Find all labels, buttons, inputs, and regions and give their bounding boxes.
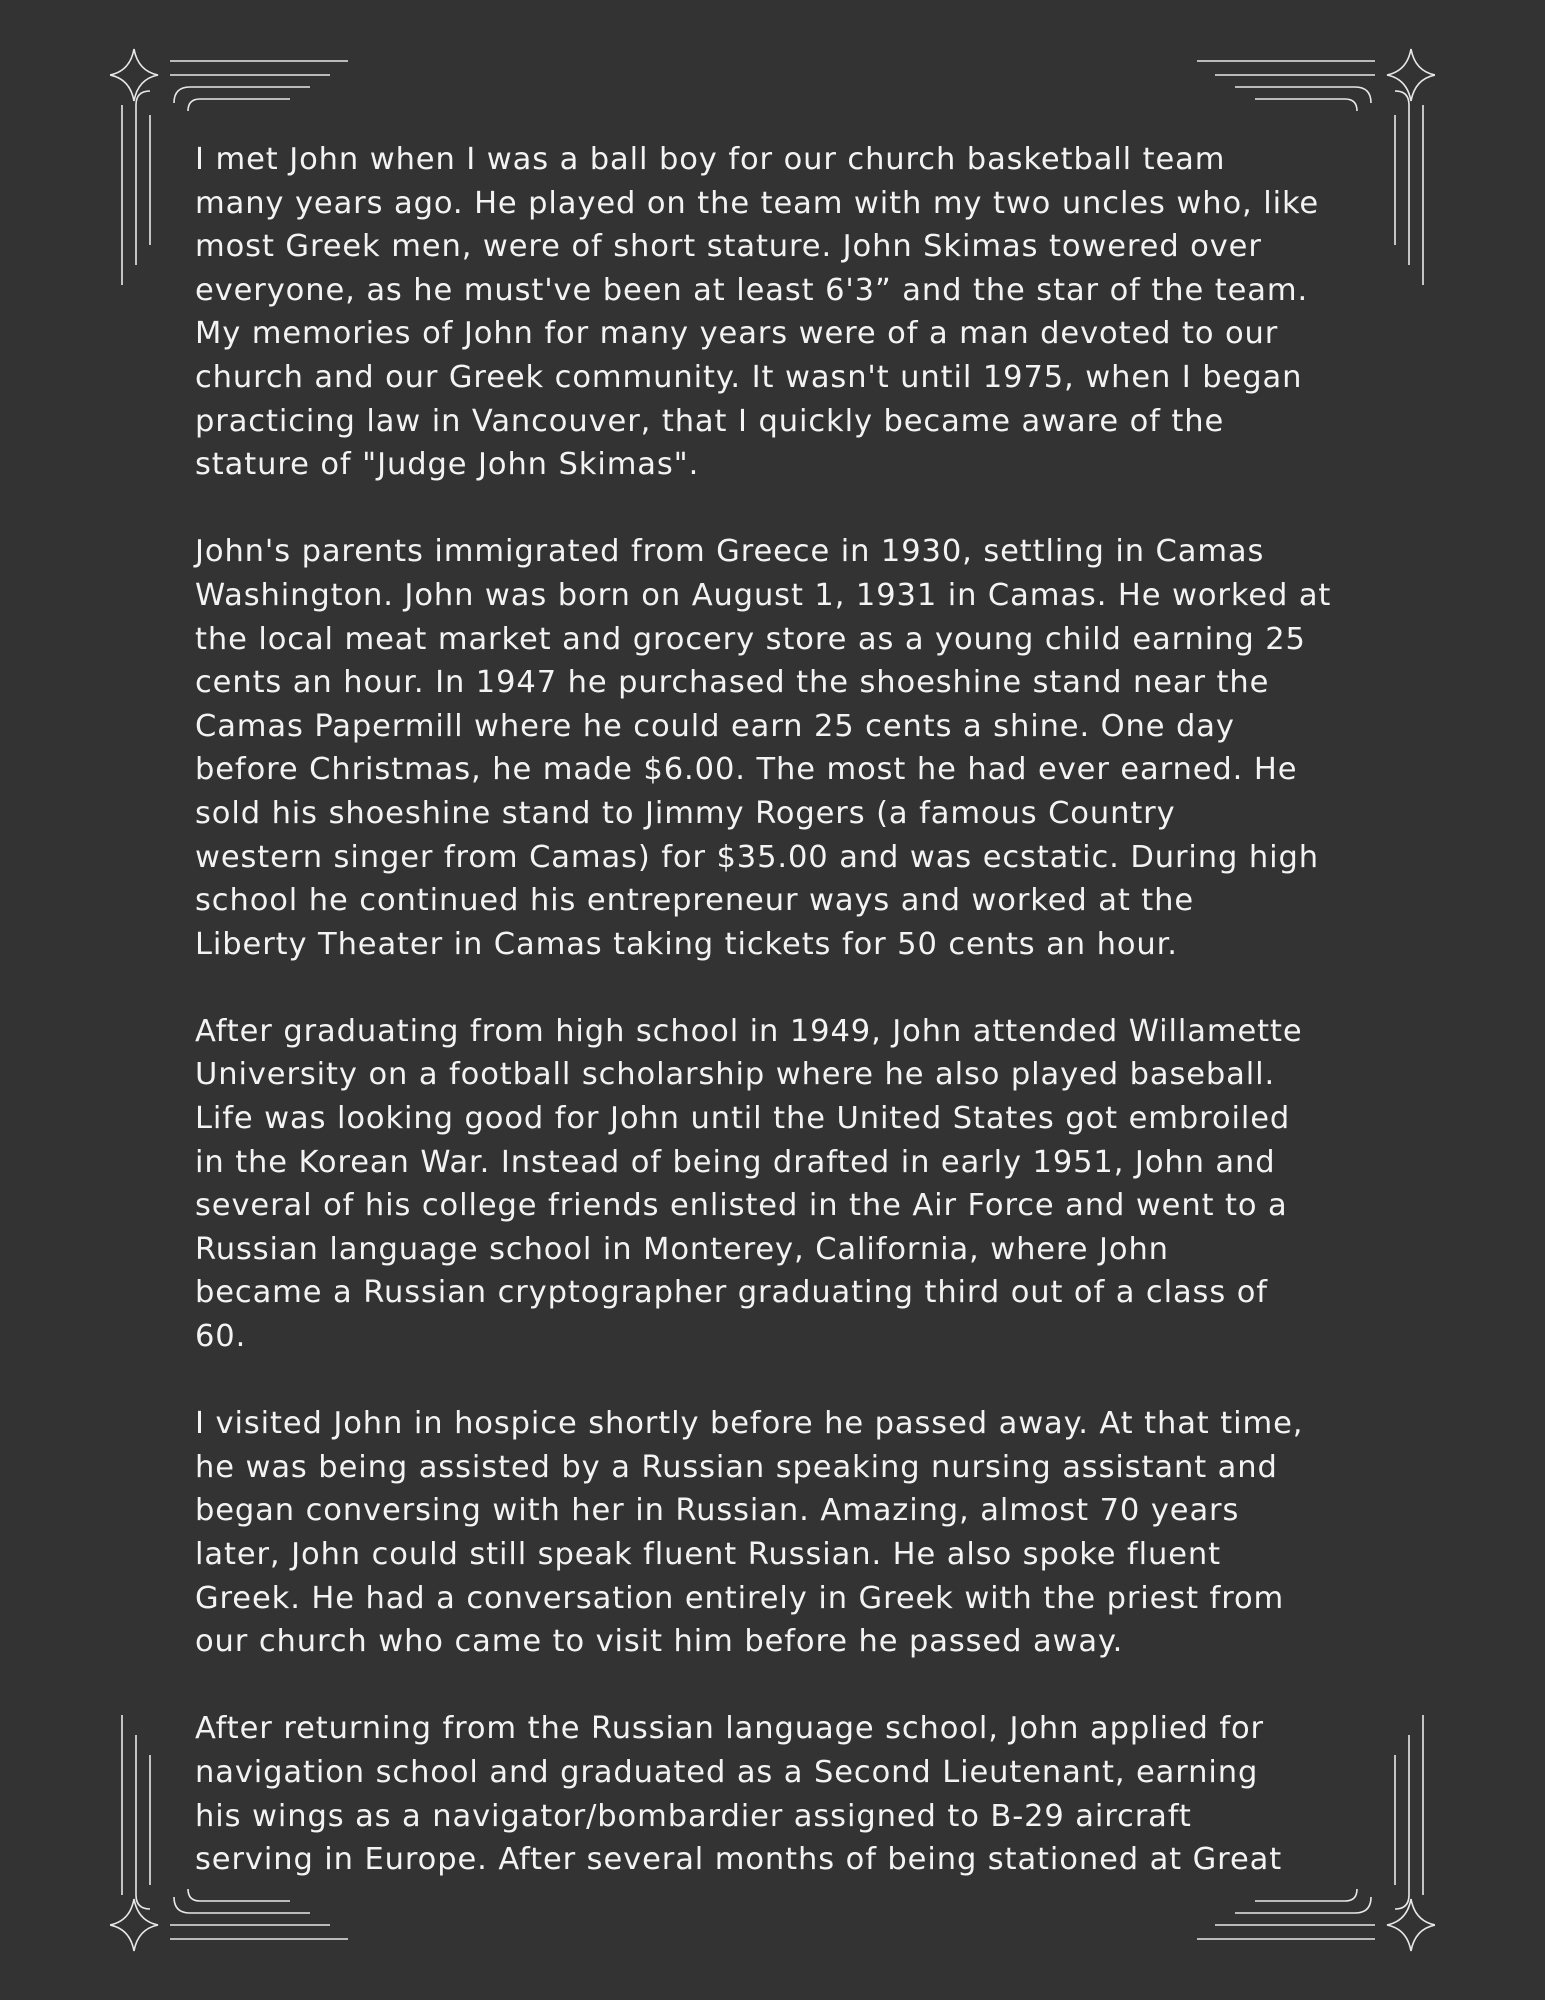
- paragraph-navigation-school: After returning from the Russian language school, John applied for navigation school and graduated as a Second Lieutenant, earning his wings as a navigator/bombardier assigned to B-29 aircraft serving in Europe. After several months of being stationed at Great: [195, 1711, 1283, 1878]
- paragraph-hospice-visit: I visited John in hospice shortly before he passed away. At that time, he was being assisted by a Russian speaking nursing assistant and began conversing with her in Russian. Amazing, almost 70 years later, John could still speak fluent Russian. He also spoke fluent Greek. He had a conversation entirely in Greek with the priest from our church who came to visit him before he passed away.: [195, 1406, 1304, 1660]
- paragraph-college-military: After graduating from high school in 1949, John attended Willamette University on a football scholarship where he also played baseball. Life was looking good for John until the United States got embroiled in the Korean War. Instead of being drafted in early 1951, John and several of his college friends enlisted in the Air Force and went to a Russian language school in Monterey, California, where John became a Russian cryptographer graduating third out of a class of 60.: [195, 1013, 1303, 1355]
- memorial-text: [195, 138, 1375, 1925]
- paragraph-ball-boy-memory: I met John when I was a ball boy for our church basketball team many years ago. He played on the team with my two uncles who, like most Greek men, were of short stature. John Skimas towered over everyone, as he must've been at least 6'3” and the star of the team. My memories of John for many years were of a man devoted to our church and our Greek community. It wasn't until 1975, when I began practicing law in Vancouver, that I quickly became aware of the stature of "Judge John Skimas".: [195, 142, 1320, 483]
- paragraph-early-life: John's parents immigrated from Greece in 1930, settling in Camas Washington. John was born on August 1, 1931 in Camas. He worked at the local meat market and grocery store as a young child earning 25 cents an hour. In 1947 he purchased the shoeshine stand near the Camas Papermill where he could earn 25 cents a shine. One day before Christmas, he made $6.00. The most he had ever earned. He sold his shoeshine stand to Jimmy Rogers (a famous Country western singer from Camas) for $35.00 and was ecstatic. During high school he continued his entrepreneur ways and worked at the Liberty Theater in Camas taking tickets for 50 cents an hour.: [195, 534, 1332, 962]
